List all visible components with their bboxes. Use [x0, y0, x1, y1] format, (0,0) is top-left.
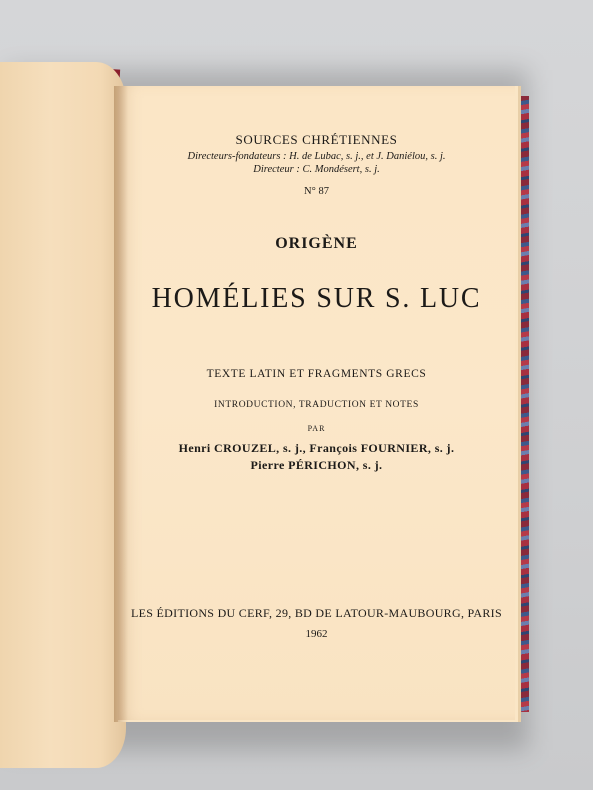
publisher-line: LES ÉDITIONS DU CERF, 29, BD DE LATOUR-MAUBOURG, PARIS [131, 606, 502, 620]
intro-line: INTRODUCTION, TRADUCTION ET NOTES [214, 400, 419, 410]
publication-year: 1962 [305, 628, 328, 640]
book-subtitle: TEXTE LATIN ET FRAGMENTS GRECS [206, 368, 427, 380]
translators-line-1: Henri CROUZEL, s. j., François FOURNIER, s. j. [178, 441, 455, 455]
volume-number: N° 87 [304, 186, 329, 197]
series-name: SOURCES CHRÉTIENNES [235, 132, 398, 147]
founders-line: Directeurs-fondateurs : H. de Lubac, s. j., et J. Daniélou, s. j. [187, 151, 446, 162]
by-line: PAR [307, 424, 326, 433]
director-line: Directeur : C. Mondésert, s. j. [253, 164, 380, 175]
author-name: ORIGÈNE [275, 235, 358, 252]
book-title: HOMÉLIES SUR S. LUC [151, 283, 482, 314]
left-page [0, 62, 126, 768]
translators-line-2: Pierre PÉRICHON, s. j. [250, 458, 383, 472]
